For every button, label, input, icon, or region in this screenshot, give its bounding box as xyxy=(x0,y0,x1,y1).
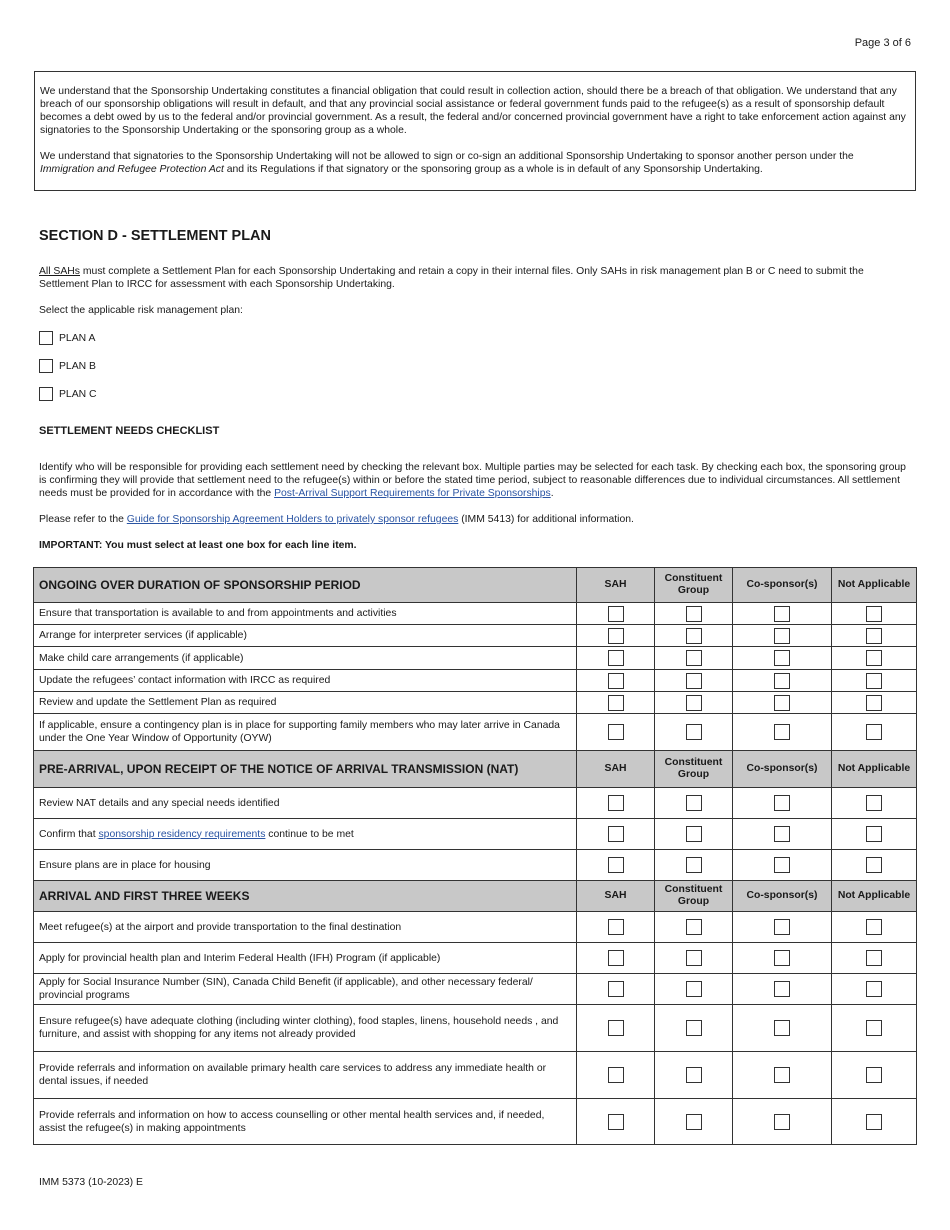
not-applicable-checkbox[interactable] xyxy=(866,1067,882,1083)
not-applicable-cell xyxy=(832,670,917,692)
plan-c-checkbox[interactable] xyxy=(39,387,53,401)
constituent-group-checkbox[interactable] xyxy=(686,673,702,689)
col-cosponsor: Co-sponsor(s) xyxy=(733,568,832,603)
sah-cell xyxy=(577,850,655,881)
not-applicable-cell xyxy=(832,1099,917,1145)
constituent-cell xyxy=(655,788,733,819)
cosponsor-cell xyxy=(733,714,832,751)
sah-checkbox[interactable] xyxy=(608,695,624,711)
not-applicable-checkbox[interactable] xyxy=(866,606,882,622)
identify-end: . xyxy=(550,488,554,499)
cosponsor-checkbox[interactable] xyxy=(774,919,790,935)
arrival-section-title: ARRIVAL AND FIRST THREE WEEKS xyxy=(34,881,577,912)
not-applicable-cell xyxy=(832,603,917,625)
task-label: Ensure plans are in place for housing xyxy=(34,850,577,881)
not-applicable-cell xyxy=(832,692,917,714)
constituent-group-checkbox[interactable] xyxy=(686,695,702,711)
sah-cell xyxy=(577,819,655,850)
table-row xyxy=(34,819,917,850)
sah-checkbox[interactable] xyxy=(608,724,624,740)
not-applicable-cell xyxy=(832,943,917,974)
sah-cell xyxy=(577,943,655,974)
sah-cell xyxy=(577,788,655,819)
important-note: IMPORTANT: You must select at least one box for each line item. xyxy=(39,540,357,551)
cosponsor-checkbox[interactable] xyxy=(774,1067,790,1083)
constituent-group-checkbox[interactable] xyxy=(686,826,702,842)
cosponsor-checkbox[interactable] xyxy=(774,857,790,873)
constituent-cell xyxy=(655,974,733,1005)
cosponsor-cell xyxy=(733,603,832,625)
table-row xyxy=(34,912,917,943)
arrival-header-row xyxy=(34,881,917,912)
settlement-checklist-table xyxy=(33,567,917,1145)
sah-checkbox[interactable] xyxy=(608,673,624,689)
cosponsor-cell xyxy=(733,974,832,1005)
cosponsor-checkbox[interactable] xyxy=(774,606,790,622)
undertaking-notice xyxy=(34,71,916,191)
constituent-cell xyxy=(655,1099,733,1145)
task-label: Provide referrals and information on available primary health care services to address any immediate health or dental issues, if needed xyxy=(34,1052,577,1099)
sah-cell xyxy=(577,692,655,714)
cosponsor-checkbox[interactable] xyxy=(774,628,790,644)
not-applicable-checkbox[interactable] xyxy=(866,857,882,873)
col-sah: SAH xyxy=(577,568,655,603)
sah-checkbox[interactable] xyxy=(608,606,624,622)
not-applicable-cell xyxy=(832,1005,917,1052)
task-text: Confirm that xyxy=(39,828,99,840)
table-row xyxy=(34,714,917,751)
checklist-title: SETTLEMENT NEEDS CHECKLIST xyxy=(39,425,220,437)
prearrival-header-row xyxy=(34,751,917,788)
not-applicable-checkbox[interactable] xyxy=(866,950,882,966)
not-applicable-checkbox[interactable] xyxy=(866,695,882,711)
sah-cell xyxy=(577,974,655,1005)
constituent-cell xyxy=(655,943,733,974)
risk-plan-label: Select the applicable risk management plan: xyxy=(39,305,243,316)
sah-cell xyxy=(577,912,655,943)
sah-checkbox[interactable] xyxy=(608,628,624,644)
cosponsor-cell xyxy=(733,1052,832,1099)
not-applicable-checkbox[interactable] xyxy=(866,650,882,666)
cosponsor-checkbox[interactable] xyxy=(774,724,790,740)
constituent-group-checkbox[interactable] xyxy=(686,1020,702,1036)
constituent-group-checkbox[interactable] xyxy=(686,857,702,873)
task-label: If applicable, ensure a contingency plan is in place for supporting family members who may later arrive in Canada under the One Year Window of Opportunity (OYW) xyxy=(34,714,577,751)
constituent-group-checkbox[interactable] xyxy=(686,1114,702,1130)
cosponsor-cell xyxy=(733,912,832,943)
not-applicable-cell xyxy=(832,850,917,881)
constituent-cell xyxy=(655,912,733,943)
col-not-applicable: Not Applicable xyxy=(832,568,917,603)
identify-paragraph xyxy=(39,461,911,500)
not-applicable-checkbox[interactable] xyxy=(866,1020,882,1036)
col-constituent-group: Constituent Group xyxy=(655,881,733,912)
constituent-group-checkbox[interactable] xyxy=(686,606,702,622)
task-label: Apply for provincial health plan and Interim Federal Health (IFH) Program (if applicable) xyxy=(34,943,577,974)
task-label: Make child care arrangements (if applicable) xyxy=(34,647,577,670)
task-label: Ensure refugee(s) have adequate clothing (including winter clothing), food staples, linens, household needs , and furniture, and assist with shopping for any items not already provided xyxy=(34,1005,577,1052)
constituent-cell xyxy=(655,625,733,647)
not-applicable-checkbox[interactable] xyxy=(866,724,882,740)
col-constituent-group: Constituent Group xyxy=(655,568,733,603)
not-applicable-cell xyxy=(832,788,917,819)
not-applicable-cell xyxy=(832,819,917,850)
col-constituent-group: Constituent Group xyxy=(655,751,733,788)
table-row xyxy=(34,603,917,625)
form-number: IMM 5373 (10-2023) E xyxy=(39,1177,143,1188)
plan-c-label: PLAN C xyxy=(59,388,97,400)
not-applicable-checkbox[interactable] xyxy=(866,919,882,935)
not-applicable-cell xyxy=(832,1052,917,1099)
plan-c-option[interactable] xyxy=(39,386,97,402)
section-title: SECTION D - SETTLEMENT PLAN xyxy=(39,228,271,244)
col-not-applicable: Not Applicable xyxy=(832,881,917,912)
sah-cell xyxy=(577,625,655,647)
sah-checkbox[interactable] xyxy=(608,795,624,811)
table-row xyxy=(34,692,917,714)
constituent-cell xyxy=(655,692,733,714)
col-cosponsor: Co-sponsor(s) xyxy=(733,881,832,912)
sah-cell xyxy=(577,714,655,751)
not-applicable-cell xyxy=(832,714,917,751)
task-label: Ensure that transportation is available to and from appointments and activities xyxy=(34,603,577,625)
sah-cell xyxy=(577,1005,655,1052)
notice-p2-text: We understand that signatories to the Sponsorship Undertaking will not be allowed to sign or co-sign an additional Sponsorship Undertaking to sponsor another person under the xyxy=(40,151,854,162)
task-label: Update the refugees’ contact information with IRCC as required xyxy=(34,670,577,692)
not-applicable-checkbox[interactable] xyxy=(866,673,882,689)
sah-checkbox[interactable] xyxy=(608,826,624,842)
guide-link[interactable]: Guide for Sponsorship Agreement Holders to privately sponsor refugees xyxy=(126,514,459,525)
prearrival-section-title: PRE-ARRIVAL, UPON RECEIPT OF THE NOTICE OF ARRIVAL TRANSMISSION (NAT) xyxy=(34,751,577,788)
task-label: Meet refugee(s) at the airport and provide transportation to the final destination xyxy=(34,912,577,943)
residency-requirements-link[interactable]: sponsorship residency requirements xyxy=(98,828,266,840)
ongoing-section-title: ONGOING OVER DURATION OF SPONSORSHIP PERIOD xyxy=(34,568,577,603)
cosponsor-cell xyxy=(733,788,832,819)
constituent-group-checkbox[interactable] xyxy=(686,650,702,666)
sah-cell xyxy=(577,1099,655,1145)
constituent-group-checkbox[interactable] xyxy=(686,919,702,935)
cosponsor-cell xyxy=(733,943,832,974)
table-row xyxy=(34,1052,917,1099)
sah-checkbox[interactable] xyxy=(608,919,624,935)
sah-checkbox[interactable] xyxy=(608,1067,624,1083)
constituent-cell xyxy=(655,603,733,625)
table-row xyxy=(34,974,917,1005)
cosponsor-checkbox[interactable] xyxy=(774,1114,790,1130)
cosponsor-checkbox[interactable] xyxy=(774,950,790,966)
cosponsor-cell xyxy=(733,819,832,850)
table-row xyxy=(34,850,917,881)
task-label: Review NAT details and any special needs identified xyxy=(34,788,577,819)
notice-p2-text-end: and its Regulations if that signatory or the sponsoring group as a whole is in default of any Sponsorship Undertaking. xyxy=(223,164,763,175)
constituent-group-checkbox[interactable] xyxy=(686,724,702,740)
task-label xyxy=(34,819,577,850)
constituent-group-checkbox[interactable] xyxy=(686,950,702,966)
not-applicable-cell xyxy=(832,625,917,647)
intro-paragraph xyxy=(39,265,911,291)
cosponsor-checkbox[interactable] xyxy=(774,673,790,689)
task-label: Arrange for interpreter services (if applicable) xyxy=(34,625,577,647)
constituent-group-checkbox[interactable] xyxy=(686,795,702,811)
not-applicable-checkbox[interactable] xyxy=(866,981,882,997)
constituent-cell xyxy=(655,819,733,850)
table-row xyxy=(34,943,917,974)
cosponsor-checkbox[interactable] xyxy=(774,695,790,711)
not-applicable-checkbox[interactable] xyxy=(866,1114,882,1130)
plan-b-label: PLAN B xyxy=(59,360,96,372)
refer-paragraph xyxy=(39,513,911,526)
cosponsor-cell xyxy=(733,670,832,692)
notice-paragraph-2 xyxy=(40,150,910,176)
sah-checkbox[interactable] xyxy=(608,1020,624,1036)
sah-checkbox[interactable] xyxy=(608,981,624,997)
col-sah: SAH xyxy=(577,751,655,788)
intro-text: must complete a Settlement Plan for each Sponsorship Undertaking and retain a copy in their internal files. Only SAHs in risk management plan B or C need to submit the Settlement Plan to IRCC for assessment with each Sponsorship Undertaking. xyxy=(39,266,864,290)
cosponsor-cell xyxy=(733,1005,832,1052)
plan-a-option[interactable] xyxy=(39,330,95,346)
page-number: Page 3 of 6 xyxy=(854,37,911,49)
sah-checkbox[interactable] xyxy=(608,1114,624,1130)
sah-cell xyxy=(577,603,655,625)
table-row xyxy=(34,1005,917,1052)
plan-a-checkbox[interactable] xyxy=(39,331,53,345)
sah-cell xyxy=(577,647,655,670)
constituent-cell xyxy=(655,647,733,670)
constituent-cell xyxy=(655,714,733,751)
col-not-applicable: Not Applicable xyxy=(832,751,917,788)
constituent-cell xyxy=(655,670,733,692)
cosponsor-cell xyxy=(733,647,832,670)
not-applicable-cell xyxy=(832,912,917,943)
constituent-cell xyxy=(655,1052,733,1099)
refer-text-end: (IMM 5413) for additional information. xyxy=(458,514,634,525)
constituent-group-checkbox[interactable] xyxy=(686,981,702,997)
cosponsor-checkbox[interactable] xyxy=(774,1020,790,1036)
not-applicable-checkbox[interactable] xyxy=(866,826,882,842)
cosponsor-checkbox[interactable] xyxy=(774,826,790,842)
not-applicable-cell xyxy=(832,647,917,670)
not-applicable-checkbox[interactable] xyxy=(866,628,882,644)
col-sah: SAH xyxy=(577,881,655,912)
cosponsor-checkbox[interactable] xyxy=(774,795,790,811)
constituent-cell xyxy=(655,1005,733,1052)
post-arrival-link[interactable]: Post-Arrival Support Requirements for Private Sponsorships xyxy=(274,488,551,499)
plan-a-label: PLAN A xyxy=(59,332,96,344)
cosponsor-cell xyxy=(733,625,832,647)
identify-text: Identify who will be responsible for providing each settlement need by checking the relevant box. Multiple parties may be selected for each task. By checking each box, the sponsoring group is confirming they will provide that settlement need to the refugee(s) within or before the stated time period, subject to reasonable differences due to individual circumstances. All settlement needs must be provided for in accordance with the xyxy=(39,462,906,499)
constituent-cell xyxy=(655,850,733,881)
sah-checkbox[interactable] xyxy=(608,950,624,966)
sah-checkbox[interactable] xyxy=(608,857,624,873)
notice-paragraph-1: We understand that the Sponsorship Undertaking constitutes a financial obligation that could result in collection action, should there be a breach of that obligation. We understand that any breach of our sponsorship obligations will result in default, and that any provincial social assistance or federal government funds paid to the refugee(s) as a result of sponsorship default becomes a debt owed by us to the federal and/or provincial government. As a result, the federal and/or concerned provincial government have a right to take enforcement action against any signatories to the Sponsorship Undertaking or the sponsoring group as a whole. xyxy=(40,86,906,136)
sah-cell xyxy=(577,1052,655,1099)
refer-text: Please refer to the xyxy=(39,514,127,525)
constituent-group-checkbox[interactable] xyxy=(686,628,702,644)
col-cosponsor: Co-sponsor(s) xyxy=(733,751,832,788)
table-row xyxy=(34,1099,917,1145)
task-text-end: continue to be met xyxy=(265,828,354,840)
plan-b-checkbox[interactable] xyxy=(39,359,53,373)
sah-cell xyxy=(577,670,655,692)
table-row xyxy=(34,625,917,647)
cosponsor-checkbox[interactable] xyxy=(774,650,790,666)
ongoing-header-row xyxy=(34,568,917,603)
cosponsor-checkbox[interactable] xyxy=(774,981,790,997)
cosponsor-cell xyxy=(733,1099,832,1145)
task-label: Review and update the Settlement Plan as required xyxy=(34,692,577,714)
task-label: Provide referrals and information on how to access counselling or other mental health services and, if needed, assist the refugee(s) in making appointments xyxy=(34,1099,577,1145)
act-title: Immigration and Refugee Protection Act xyxy=(40,164,224,175)
not-applicable-checkbox[interactable] xyxy=(866,795,882,811)
not-applicable-cell xyxy=(832,974,917,1005)
sah-checkbox[interactable] xyxy=(608,650,624,666)
table-row xyxy=(34,670,917,692)
task-label: Apply for Social Insurance Number (SIN), Canada Child Benefit (if applicable), and other necessary federal/ provincial programs xyxy=(34,974,577,1005)
plan-b-option[interactable] xyxy=(39,358,96,374)
constituent-group-checkbox[interactable] xyxy=(686,1067,702,1083)
table-row xyxy=(34,788,917,819)
cosponsor-cell xyxy=(733,692,832,714)
all-sahs-text: All SAHs xyxy=(39,266,80,277)
cosponsor-cell xyxy=(733,850,832,881)
table-row xyxy=(34,647,917,670)
